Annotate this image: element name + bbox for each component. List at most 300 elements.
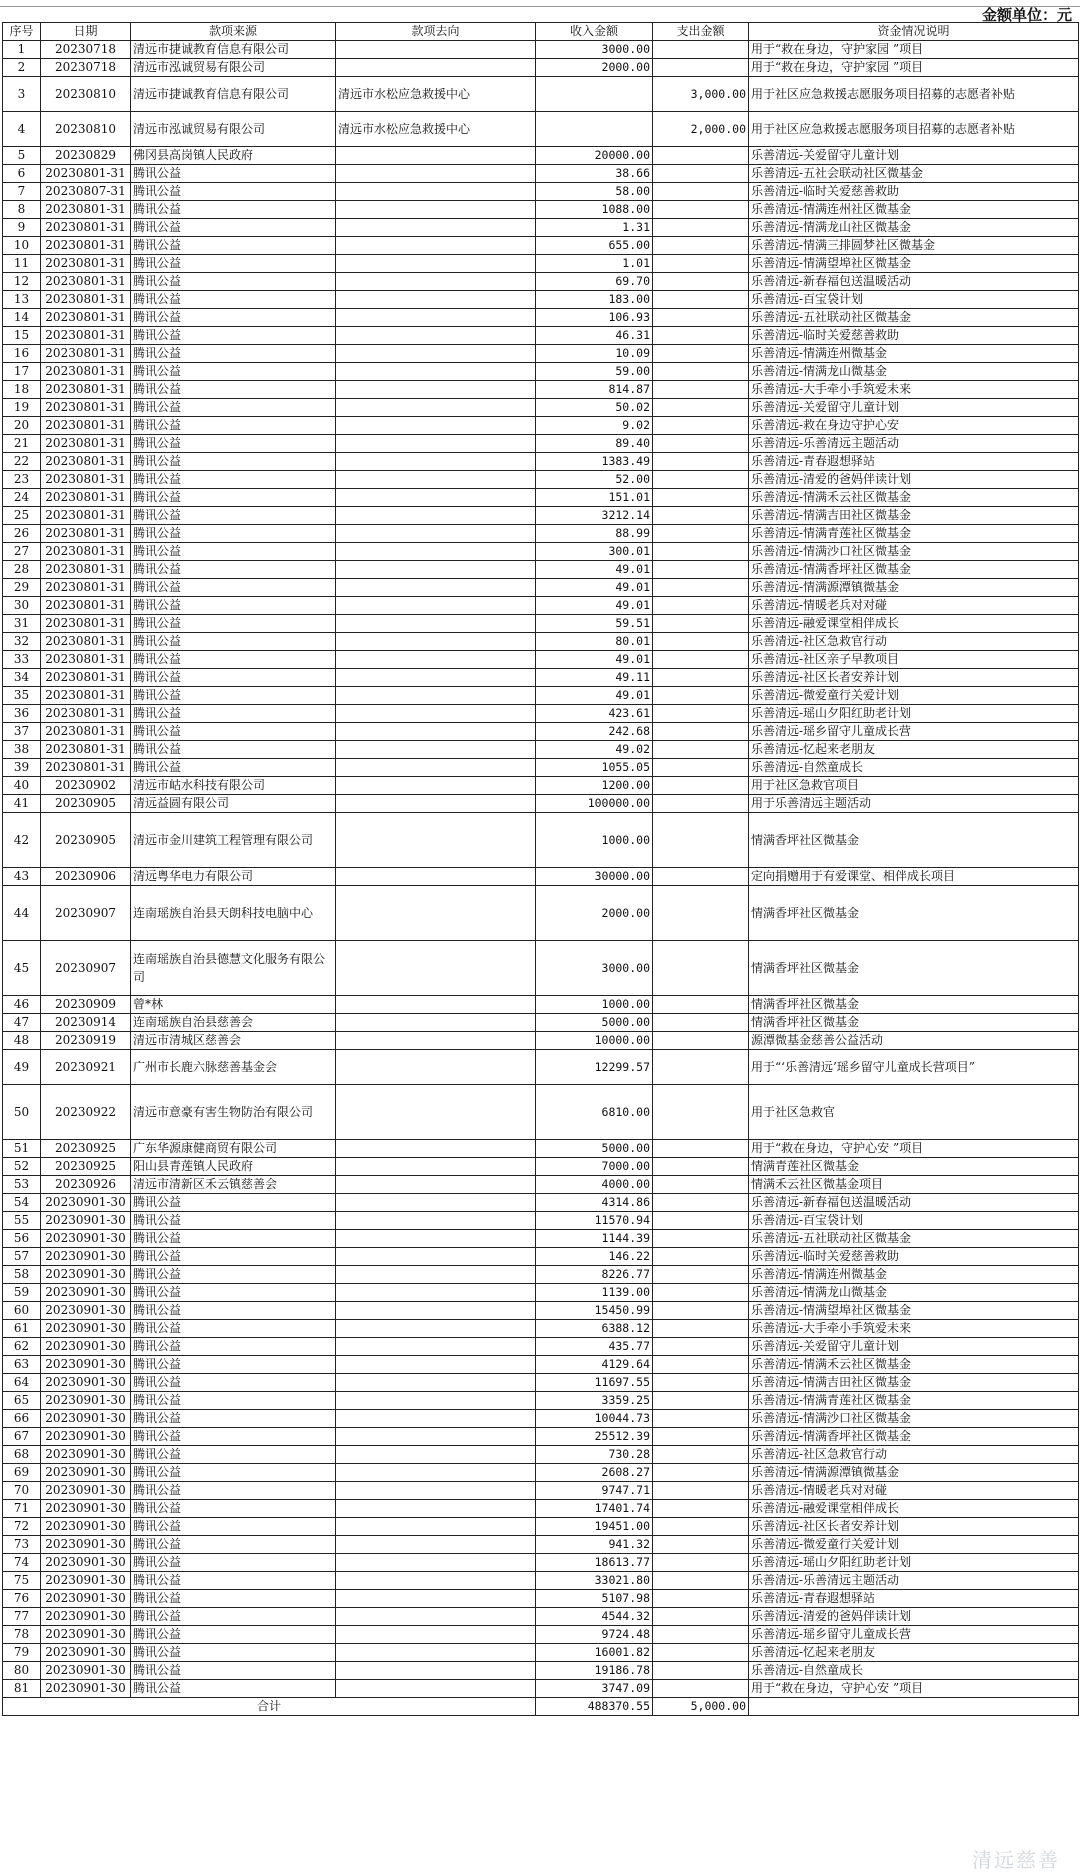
cell-destination: [336, 741, 536, 759]
cell-source: 腾讯公益: [131, 1680, 336, 1698]
cell-date: 20230801-31: [41, 255, 131, 273]
table-row: [3, 941, 1079, 996]
table-row: [3, 1464, 1079, 1482]
cell-description: 乐善清远-清爱的爸妈伴读计划: [749, 471, 1079, 489]
cell-destination: [336, 795, 536, 813]
cell-description: 乐善清远-情满龙山社区微基金: [749, 219, 1079, 237]
cell-date: 20230901-30: [41, 1266, 131, 1284]
cell-source: 腾讯公益: [131, 219, 336, 237]
cell-destination: [336, 1410, 536, 1428]
cell-source: 腾讯公益: [131, 759, 336, 777]
cell-description: 乐善清远-大手牵小手筑爱未来: [749, 1320, 1079, 1338]
cell-expense: [653, 1284, 749, 1302]
cell-source: 腾讯公益: [131, 399, 336, 417]
fund-table: [2, 22, 1079, 1716]
cell-expense: [653, 507, 749, 525]
cell-expense: [653, 399, 749, 417]
table-row: [3, 1212, 1079, 1230]
cell-no: 57: [3, 1248, 41, 1266]
cell-date: 20230801-31: [41, 273, 131, 291]
cell-source: 腾讯公益: [131, 579, 336, 597]
cell-source: 腾讯公益: [131, 1338, 336, 1356]
table-row: [3, 183, 1079, 201]
cell-source: 腾讯公益: [131, 1482, 336, 1500]
cell-expense: [653, 363, 749, 381]
cell-expense: [653, 255, 749, 273]
cell-date: 20230801-31: [41, 417, 131, 435]
cell-date: 20230801-31: [41, 507, 131, 525]
cell-expense: [653, 1320, 749, 1338]
cell-no: 12: [3, 273, 41, 291]
table-row: [3, 1392, 1079, 1410]
cell-date: 20230801-31: [41, 561, 131, 579]
cell-date: 20230902: [41, 777, 131, 795]
cell-no: 1: [3, 41, 41, 59]
cell-income: 1000.00: [536, 996, 653, 1014]
table-body: [3, 41, 1079, 1698]
table-row: [3, 273, 1079, 291]
table-row: [3, 886, 1079, 941]
cell-description: 乐善清远-临时关爱慈善救助: [749, 183, 1079, 201]
cell-source: 腾讯公益: [131, 741, 336, 759]
cell-date: 20230901-30: [41, 1680, 131, 1698]
cell-source: 腾讯公益: [131, 1644, 336, 1662]
table-row: [3, 435, 1079, 453]
cell-income: 49.01: [536, 579, 653, 597]
cell-source: 腾讯公益: [131, 1374, 336, 1392]
table-row: [3, 1410, 1079, 1428]
cell-expense: [653, 579, 749, 597]
cell-description: 乐善清远-情满吉田社区微基金: [749, 1374, 1079, 1392]
cell-no: 54: [3, 1194, 41, 1212]
cell-expense: [653, 1536, 749, 1554]
cell-date: 20230901-30: [41, 1374, 131, 1392]
cell-income: 19451.00: [536, 1518, 653, 1536]
table-row: [3, 1085, 1079, 1140]
cell-description: 乐善清远-情满望埠社区微基金: [749, 255, 1079, 273]
cell-destination: [336, 1320, 536, 1338]
cell-expense: [653, 1446, 749, 1464]
cell-date: 20230901-30: [41, 1518, 131, 1536]
table-row: [3, 795, 1079, 813]
cell-date: 20230901-30: [41, 1392, 131, 1410]
cell-description: 用于“救在身边，守护家园 ”项目: [749, 41, 1079, 59]
cell-description: 乐善清远-五社联动社区微基金: [749, 309, 1079, 327]
cell-description: 乐善清远-五社会联动社区微基金: [749, 165, 1079, 183]
cell-income: 8226.77: [536, 1266, 653, 1284]
cell-date: 20230901-30: [41, 1536, 131, 1554]
table-row: [3, 1482, 1079, 1500]
cell-date: 20230907: [41, 941, 131, 996]
cell-date: 20230801-31: [41, 687, 131, 705]
cell-income: 435.77: [536, 1338, 653, 1356]
cell-date: 20230901-30: [41, 1572, 131, 1590]
cell-expense: [653, 813, 749, 868]
cell-source: 腾讯公益: [131, 1446, 336, 1464]
cell-description: 乐善清远-情满龙山微基金: [749, 1284, 1079, 1302]
cell-no: 63: [3, 1356, 41, 1374]
cell-description: 乐善清远-自然童成长: [749, 759, 1079, 777]
cell-no: 39: [3, 759, 41, 777]
cell-expense: [653, 996, 749, 1014]
col-header-income: 收入金额: [536, 23, 653, 41]
cell-date: 20230801-31: [41, 201, 131, 219]
cell-income: 33021.80: [536, 1572, 653, 1590]
cell-no: 70: [3, 1482, 41, 1500]
cell-income: 46.31: [536, 327, 653, 345]
cell-destination: [336, 1032, 536, 1050]
cell-income: 3747.09: [536, 1680, 653, 1698]
col-header-no: 序号: [3, 23, 41, 41]
cell-date: 20230801-31: [41, 651, 131, 669]
cell-income: 49.01: [536, 651, 653, 669]
cell-expense: [653, 435, 749, 453]
cell-destination: [336, 1482, 536, 1500]
cell-description: 乐善清远-社区长者安养计划: [749, 669, 1079, 687]
table-row: [3, 147, 1079, 165]
cell-no: 81: [3, 1680, 41, 1698]
cell-source: 腾讯公益: [131, 597, 336, 615]
cell-expense: [653, 1176, 749, 1194]
cell-no: 44: [3, 886, 41, 941]
cell-date: 20230801-31: [41, 705, 131, 723]
cell-destination: [336, 309, 536, 327]
cell-no: 67: [3, 1428, 41, 1446]
total-row: [3, 1698, 1079, 1716]
table-row: [3, 543, 1079, 561]
cell-destination: [336, 1500, 536, 1518]
cell-destination: [336, 219, 536, 237]
cell-description: 用于“救在身边，守护家园 ”项目: [749, 59, 1079, 77]
cell-source: 腾讯公益: [131, 1500, 336, 1518]
table-row: [3, 41, 1079, 59]
table-row: [3, 633, 1079, 651]
cell-destination: [336, 543, 536, 561]
cell-no: 6: [3, 165, 41, 183]
cell-no: 9: [3, 219, 41, 237]
cell-destination: 清远市水松应急救援中心: [336, 112, 536, 147]
cell-description: 情满禾云社区微基金项目: [749, 1176, 1079, 1194]
cell-source: 腾讯公益: [131, 1518, 336, 1536]
cell-income: 1088.00: [536, 201, 653, 219]
cell-no: 48: [3, 1032, 41, 1050]
cell-date: 20230901-30: [41, 1248, 131, 1266]
cell-description: 乐善清远-忆起来老朋友: [749, 1644, 1079, 1662]
cell-description: 源潭微基金慈善公益活动: [749, 1032, 1079, 1050]
cell-destination: [336, 471, 536, 489]
cell-expense: [653, 489, 749, 507]
cell-date: 20230801-31: [41, 579, 131, 597]
cell-destination: [336, 1590, 536, 1608]
cell-description: 乐善清远-瑶山夕阳红助老计划: [749, 705, 1079, 723]
cell-description: 乐善清远-融爱课堂相伴成长: [749, 1500, 1079, 1518]
cell-expense: [653, 201, 749, 219]
cell-expense: [653, 1266, 749, 1284]
cell-income: 151.01: [536, 489, 653, 507]
cell-destination: [336, 1572, 536, 1590]
total-description: [749, 1698, 1079, 1716]
cell-no: 26: [3, 525, 41, 543]
cell-expense: [653, 381, 749, 399]
cell-date: 20230801-31: [41, 309, 131, 327]
cell-expense: [653, 237, 749, 255]
cell-expense: [653, 1302, 749, 1320]
table-row: [3, 112, 1079, 147]
cell-income: 1.31: [536, 219, 653, 237]
cell-date: 20230801-31: [41, 363, 131, 381]
cell-source: 清远市清城区慈善会: [131, 1032, 336, 1050]
table-row: [3, 687, 1079, 705]
cell-date: 20230901-30: [41, 1662, 131, 1680]
cell-income: 3212.14: [536, 507, 653, 525]
cell-destination: [336, 1518, 536, 1536]
cell-description: 用于社区应急救援志愿服务项目招募的志愿者补贴: [749, 112, 1079, 147]
total-expense: 5,000.00: [653, 1698, 749, 1716]
cell-no: 36: [3, 705, 41, 723]
cell-expense: [653, 345, 749, 363]
cell-date: 20230901-30: [41, 1338, 131, 1356]
cell-no: 78: [3, 1626, 41, 1644]
cell-no: 73: [3, 1536, 41, 1554]
cell-source: 腾讯公益: [131, 1392, 336, 1410]
col-header-destination: 款项去向: [336, 23, 536, 41]
cell-expense: 2,000.00: [653, 112, 749, 147]
cell-expense: [653, 543, 749, 561]
cell-source: 腾讯公益: [131, 669, 336, 687]
cell-expense: [653, 1410, 749, 1428]
cell-expense: [653, 1085, 749, 1140]
cell-income: 89.40: [536, 435, 653, 453]
cell-income: 5000.00: [536, 1140, 653, 1158]
table-row: [3, 291, 1079, 309]
cell-description: 情满青莲社区微基金: [749, 1158, 1079, 1176]
cell-date: 20230907: [41, 886, 131, 941]
cell-source: 腾讯公益: [131, 363, 336, 381]
cell-source: 腾讯公益: [131, 1194, 336, 1212]
cell-destination: [336, 345, 536, 363]
cell-destination: [336, 561, 536, 579]
cell-expense: [653, 561, 749, 579]
cell-destination: [336, 1338, 536, 1356]
cell-expense: [653, 309, 749, 327]
cell-date: 20230901-30: [41, 1464, 131, 1482]
cell-destination: [336, 1014, 536, 1032]
cell-date: 20230810: [41, 77, 131, 112]
cell-source: 腾讯公益: [131, 255, 336, 273]
cell-income: 49.01: [536, 687, 653, 705]
cell-source: 曾*林: [131, 996, 336, 1014]
cell-income: 3000.00: [536, 941, 653, 996]
cell-income: 1383.49: [536, 453, 653, 471]
cell-source: 清远益圆有限公司: [131, 795, 336, 813]
cell-no: 74: [3, 1554, 41, 1572]
cell-description: 乐善清远-情满龙山微基金: [749, 363, 1079, 381]
cell-date: 20230801-31: [41, 291, 131, 309]
cell-source: 清远市泓诚贸易有限公司: [131, 59, 336, 77]
cell-destination: [336, 1266, 536, 1284]
cell-destination: [336, 1212, 536, 1230]
table-row: [3, 1374, 1079, 1392]
cell-expense: [653, 1338, 749, 1356]
cell-destination: [336, 237, 536, 255]
table-row: [3, 77, 1079, 112]
cell-income: 2000.00: [536, 886, 653, 941]
cell-no: 38: [3, 741, 41, 759]
table-row: [3, 579, 1079, 597]
cell-income: 69.70: [536, 273, 653, 291]
table-row: [3, 723, 1079, 741]
cell-source: 腾讯公益: [131, 1572, 336, 1590]
cell-date: 20230901-30: [41, 1644, 131, 1662]
cell-date: 20230901-30: [41, 1554, 131, 1572]
cell-source: 腾讯公益: [131, 1608, 336, 1626]
cell-income: 106.93: [536, 309, 653, 327]
cell-source: 腾讯公益: [131, 417, 336, 435]
cell-no: 71: [3, 1500, 41, 1518]
cell-income: 6388.12: [536, 1320, 653, 1338]
cell-source: 腾讯公益: [131, 1590, 336, 1608]
cell-no: 21: [3, 435, 41, 453]
cell-expense: [653, 1590, 749, 1608]
cell-income: [536, 77, 653, 112]
col-header-source: 款项来源: [131, 23, 336, 41]
cell-destination: [336, 1230, 536, 1248]
cell-expense: [653, 1194, 749, 1212]
cell-income: 10044.73: [536, 1410, 653, 1428]
cell-expense: [653, 687, 749, 705]
amount-unit-label: 金额单位：元: [981, 6, 1072, 24]
cell-destination: [336, 1374, 536, 1392]
cell-expense: [653, 417, 749, 435]
cell-description: 乐善清远-乐善清远主题活动: [749, 435, 1079, 453]
cell-description: 乐善清远-情暖老兵对对碰: [749, 597, 1079, 615]
cell-date: 20230810: [41, 112, 131, 147]
cell-source: 腾讯公益: [131, 723, 336, 741]
cell-description: 乐善清远-五社联动社区微基金: [749, 1230, 1079, 1248]
cell-date: 20230901-30: [41, 1320, 131, 1338]
cell-source: 阳山县青莲镇人民政府: [131, 1158, 336, 1176]
cell-no: 66: [3, 1410, 41, 1428]
cell-source: 腾讯公益: [131, 633, 336, 651]
cell-no: 61: [3, 1320, 41, 1338]
cell-destination: [336, 363, 536, 381]
total-income: 488370.55: [536, 1698, 653, 1716]
cell-income: 2608.27: [536, 1464, 653, 1482]
table-row: [3, 777, 1079, 795]
cell-no: 42: [3, 813, 41, 868]
header-strip: [0, 0, 1080, 7]
cell-income: 1144.39: [536, 1230, 653, 1248]
table-row: [3, 1248, 1079, 1266]
cell-no: 46: [3, 996, 41, 1014]
cell-description: 用于“救在身边，守护心安 ”项目: [749, 1680, 1079, 1698]
cell-destination: [336, 327, 536, 345]
cell-no: 22: [3, 453, 41, 471]
cell-destination: [336, 597, 536, 615]
cell-date: 20230901-30: [41, 1626, 131, 1644]
cell-no: 29: [3, 579, 41, 597]
cell-no: 41: [3, 795, 41, 813]
cell-date: 20230901-30: [41, 1446, 131, 1464]
cell-description: 乐善清远-社区急救官行动: [749, 633, 1079, 651]
cell-date: 20230801-31: [41, 381, 131, 399]
cell-source: 腾讯公益: [131, 1464, 336, 1482]
table-row: [3, 219, 1079, 237]
cell-income: 183.00: [536, 291, 653, 309]
cell-source: 清远市岵水科技有限公司: [131, 777, 336, 795]
table-row: [3, 1284, 1079, 1302]
table-row: [3, 1338, 1079, 1356]
cell-description: 乐善清远-瑶山夕阳红助老计划: [749, 1554, 1079, 1572]
cell-description: 乐善清远-临时关爱慈善救助: [749, 1248, 1079, 1266]
cell-source: 腾讯公益: [131, 489, 336, 507]
cell-income: 88.99: [536, 525, 653, 543]
table-row: [3, 1608, 1079, 1626]
cell-source: 腾讯公益: [131, 1302, 336, 1320]
cell-no: 58: [3, 1266, 41, 1284]
cell-expense: [653, 1374, 749, 1392]
cell-no: 17: [3, 363, 41, 381]
cell-description: 情满香坪社区微基金: [749, 941, 1079, 996]
cell-income: 3359.25: [536, 1392, 653, 1410]
cell-date: 20230901-30: [41, 1284, 131, 1302]
cell-expense: [653, 471, 749, 489]
cell-source: 腾讯公益: [131, 327, 336, 345]
cell-no: 24: [3, 489, 41, 507]
cell-description: 乐善清远-百宝袋计划: [749, 291, 1079, 309]
cell-income: 941.32: [536, 1536, 653, 1554]
cell-date: 20230801-31: [41, 237, 131, 255]
cell-no: 25: [3, 507, 41, 525]
cell-income: 5000.00: [536, 1014, 653, 1032]
cell-description: 乐善清远-情满连州微基金: [749, 1266, 1079, 1284]
cell-destination: [336, 1428, 536, 1446]
cell-no: 34: [3, 669, 41, 687]
cell-expense: [653, 1644, 749, 1662]
table-row: [3, 1176, 1079, 1194]
cell-destination: [336, 1464, 536, 1482]
cell-expense: [653, 669, 749, 687]
cell-source: 腾讯公益: [131, 1320, 336, 1338]
cell-expense: [653, 1392, 749, 1410]
cell-description: 乐善清远-微爱童行关爱计划: [749, 687, 1079, 705]
table-row: [3, 1644, 1079, 1662]
table-row: [3, 1140, 1079, 1158]
cell-date: 20230901-30: [41, 1500, 131, 1518]
cell-source: 腾讯公益: [131, 525, 336, 543]
cell-destination: [336, 1050, 536, 1085]
cell-income: 9724.48: [536, 1626, 653, 1644]
cell-income: 50.02: [536, 399, 653, 417]
cell-income: 59.51: [536, 615, 653, 633]
cell-destination: [336, 1356, 536, 1374]
cell-income: 1139.00: [536, 1284, 653, 1302]
cell-description: 情满香坪社区微基金: [749, 813, 1079, 868]
cell-income: 11697.55: [536, 1374, 653, 1392]
cell-description: 乐善清远-瑶乡留守儿童成长营: [749, 1626, 1079, 1644]
cell-income: 7000.00: [536, 1158, 653, 1176]
table-row: [3, 1626, 1079, 1644]
cell-expense: [653, 886, 749, 941]
cell-no: 60: [3, 1302, 41, 1320]
cell-income: 59.00: [536, 363, 653, 381]
cell-destination: [336, 1248, 536, 1266]
cell-expense: [653, 291, 749, 309]
cell-date: 20230906: [41, 868, 131, 886]
table-row: [3, 1518, 1079, 1536]
cell-income: 10.09: [536, 345, 653, 363]
table-row: [3, 1356, 1079, 1374]
